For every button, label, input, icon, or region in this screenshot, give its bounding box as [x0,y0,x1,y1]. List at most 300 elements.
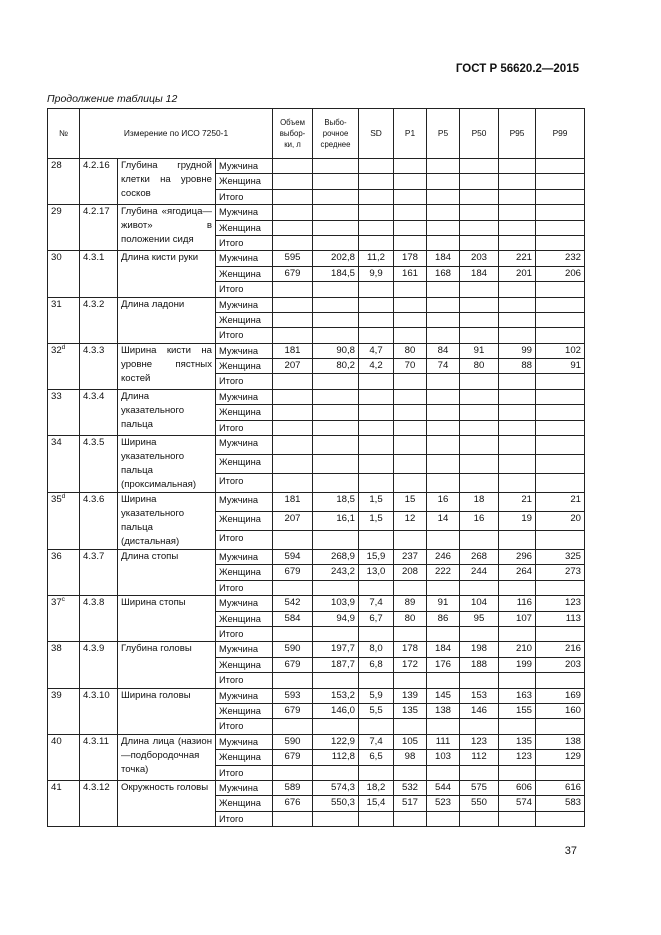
sex-label: Женщина [216,174,273,189]
sample-size: 676 [273,796,313,811]
sd-value [359,626,394,641]
p99-value [536,626,585,641]
iso-code: 4.3.6 [80,493,118,550]
p1-value [394,389,427,404]
measurement-name: Длина ладони [118,297,216,343]
p1-value: 517 [394,796,427,811]
measurement-name: Ширина указательного пальца (проксимальная) [118,436,216,493]
p1-value [394,205,427,220]
p50-value [460,220,499,235]
row-number [48,642,80,688]
col-header-sd: SD [359,109,394,159]
p5-value: 84 [427,343,460,358]
mean-value: 90,8 [313,343,359,358]
p95-value: 201 [499,266,536,281]
p95-value [499,174,536,189]
sample-size [273,580,313,595]
p5-value [427,436,460,455]
sample-size [273,312,313,327]
p99-value [536,580,585,595]
sample-size: 679 [273,703,313,718]
p95-value [499,580,536,595]
sex-label: Мужчина [216,493,273,512]
sd-value [359,374,394,389]
sample-size [273,531,313,550]
sample-size [273,719,313,734]
p99-value [536,282,585,297]
p5-value: 91 [427,596,460,611]
p95-value [499,297,536,312]
p99-value: 232 [536,251,585,266]
p50-value [460,312,499,327]
row-number-text: 36 [51,551,62,563]
p50-value [460,389,499,404]
p99-value [536,174,585,189]
table-header-row [48,109,585,159]
mean-value: 103,9 [313,596,359,611]
p50-value [460,474,499,493]
row-number-text: 28 [51,160,62,171]
p50-value: 550 [460,796,499,811]
sd-value [359,389,394,404]
sd-value: 1,5 [359,512,394,531]
p5-value [427,189,460,204]
mean-value: 18,5 [313,493,359,512]
sample-size [273,389,313,404]
p1-value: 135 [394,703,427,718]
measurement-name: Глубина «ягодица—живот» в положении сидя [118,205,216,251]
p99-value: 206 [536,266,585,281]
mean-value [313,474,359,493]
p5-value [427,673,460,688]
sd-value [359,328,394,343]
iso-code: 4.3.5 [80,436,118,493]
p1-value [394,455,427,474]
sex-label: Женщина [216,657,273,672]
p1-value: 208 [394,565,427,580]
row-number-text: 33 [51,390,62,402]
p95-value: 264 [499,565,536,580]
p5-value [427,389,460,404]
table-row [48,493,585,512]
sex-label: Итого [216,374,273,389]
p50-value: 244 [460,565,499,580]
p99-value: 138 [536,734,585,749]
p95-value [499,220,536,235]
p95-value: 88 [499,359,536,374]
row-number [48,343,80,389]
p95-value [499,374,536,389]
document-id: ГОСТ Р 56620.2—2015 [455,63,579,75]
p50-value: 80 [460,359,499,374]
sd-value: 11,2 [359,251,394,266]
p95-value: 155 [499,703,536,718]
p50-value: 18 [460,493,499,512]
p1-value [394,719,427,734]
mean-value: 122,9 [313,734,359,749]
p5-value [427,455,460,474]
sd-value: 5,9 [359,688,394,703]
table-row [48,343,585,358]
p5-value [427,531,460,550]
table-row [48,159,585,174]
mean-value [313,312,359,327]
mean-value [313,374,359,389]
sex-label: Женщина [216,359,273,374]
p5-value [427,374,460,389]
sex-label: Итого [216,719,273,734]
sd-value [359,282,394,297]
iso-code: 4.3.11 [80,734,118,780]
p50-value [460,531,499,550]
p99-value: 102 [536,343,585,358]
p1-value [394,474,427,493]
row-number-text: 39 [51,689,62,701]
sd-value [359,455,394,474]
p95-value [499,420,536,435]
p99-value [536,235,585,250]
p50-value: 188 [460,657,499,672]
p50-value [460,580,499,595]
sex-label: Мужчина [216,205,273,220]
p99-value [536,159,585,174]
p95-value [499,159,536,174]
mean-value [313,719,359,734]
row-number [48,436,80,493]
p5-value: 523 [427,796,460,811]
p5-value [427,205,460,220]
sample-size [273,405,313,420]
sample-size [273,297,313,312]
iso-code: 4.3.4 [80,389,118,435]
iso-code: 4.2.16 [80,159,118,205]
mean-value: 146,0 [313,703,359,718]
sd-value: 15,9 [359,550,394,565]
p5-value: 86 [427,611,460,626]
sample-size: 679 [273,657,313,672]
footnote-marker: d [61,493,66,501]
p1-value: 178 [394,251,427,266]
col-header-mean: Выбо-рочное среднее [313,109,359,159]
p50-value [460,189,499,204]
sex-label: Мужчина [216,297,273,312]
p5-value: 184 [427,251,460,266]
sample-size [273,374,313,389]
table-row [48,550,585,565]
p5-value [427,312,460,327]
p1-value [394,328,427,343]
p1-value: 172 [394,657,427,672]
mean-value: 268,9 [313,550,359,565]
row-number [48,251,80,297]
p95-value [499,531,536,550]
mean-value: 187,7 [313,657,359,672]
sd-value: 15,4 [359,796,394,811]
table-row [48,297,585,312]
table-row [48,389,585,404]
sd-value: 7,4 [359,596,394,611]
p5-value: 246 [427,550,460,565]
sd-value: 8,0 [359,642,394,657]
p5-value [427,282,460,297]
mean-value: 197,7 [313,642,359,657]
row-number-text: 41 [51,781,62,793]
measurement-name: Ширина указательного пальца (дистальная) [118,493,216,550]
p99-value: 123 [536,596,585,611]
table-row [48,642,585,657]
mean-value [313,389,359,404]
p5-value [427,420,460,435]
p99-value: 129 [536,750,585,765]
sex-label: Мужчина [216,159,273,174]
measurement-name: Глубина грудной клетки на уровне сосков [118,159,216,205]
sd-value [359,312,394,327]
p95-value [499,719,536,734]
measurement-name: Длина лица (назион—подбородочная точка) [118,734,216,780]
sample-size [273,159,313,174]
measurement-name: Длина указательного пальца [118,389,216,435]
p5-value [427,159,460,174]
p99-value: 160 [536,703,585,718]
p95-value [499,282,536,297]
sd-value [359,420,394,435]
p5-value: 168 [427,266,460,281]
sex-label: Женщина [216,703,273,718]
p95-value [499,405,536,420]
sex-label: Итого [216,189,273,204]
sample-size: 589 [273,780,313,795]
sd-value [359,174,394,189]
p5-value [427,220,460,235]
row-number [48,389,80,435]
sex-label: Мужчина [216,780,273,795]
p1-value [394,580,427,595]
sample-size [273,235,313,250]
row-number-text: 29 [51,206,62,218]
p95-value [499,474,536,493]
measurements-table [47,108,585,827]
p99-value [536,474,585,493]
p99-value [536,436,585,455]
p5-value: 544 [427,780,460,795]
mean-value: 94,9 [313,611,359,626]
p99-value [536,405,585,420]
iso-code: 4.3.7 [80,550,118,596]
sd-value [359,765,394,780]
p1-value: 161 [394,266,427,281]
p99-value [536,328,585,343]
mean-value [313,205,359,220]
sex-label: Итого [216,328,273,343]
p99-value [536,455,585,474]
p99-value: 216 [536,642,585,657]
row-number [48,550,80,596]
p95-value: 123 [499,750,536,765]
p1-value [394,297,427,312]
p95-value [499,765,536,780]
p50-value: 575 [460,780,499,795]
p1-value [394,436,427,455]
sex-label: Мужчина [216,688,273,703]
p95-value: 116 [499,596,536,611]
p50-value: 203 [460,251,499,266]
iso-code: 4.3.3 [80,343,118,389]
mean-value [313,405,359,420]
p99-value [536,389,585,404]
table-caption: Продолжение таблицы 12 [47,93,178,105]
p99-value: 20 [536,512,585,531]
measurement-name: Длина кисти руки [118,251,216,297]
p99-value [536,312,585,327]
p99-value: 583 [536,796,585,811]
sd-value [359,405,394,420]
p50-value: 184 [460,266,499,281]
measurement-name: Окружность головы [118,780,216,826]
p50-value: 146 [460,703,499,718]
iso-code: 4.3.10 [80,688,118,734]
sex-label: Женщина [216,512,273,531]
table-row [48,596,585,611]
p50-value [460,405,499,420]
p5-value: 176 [427,657,460,672]
p99-value: 203 [536,657,585,672]
sex-label: Женщина [216,405,273,420]
p50-value [460,455,499,474]
p99-value: 113 [536,611,585,626]
p95-value [499,626,536,641]
mean-value: 153,2 [313,688,359,703]
p5-value [427,235,460,250]
mean-value [313,189,359,204]
p99-value [536,420,585,435]
table-row [48,780,585,795]
p95-value [499,455,536,474]
sample-size: 594 [273,550,313,565]
sample-size [273,205,313,220]
sex-label: Мужчина [216,734,273,749]
mean-value: 243,2 [313,565,359,580]
p50-value [460,282,499,297]
sample-size: 590 [273,642,313,657]
p95-value [499,328,536,343]
footnote-marker: c [61,596,65,604]
p99-value: 91 [536,359,585,374]
sample-size [273,436,313,455]
mean-value: 184,5 [313,266,359,281]
sd-value: 6,7 [359,611,394,626]
p1-value [394,673,427,688]
p1-value [394,374,427,389]
p5-value: 184 [427,642,460,657]
p1-value [394,220,427,235]
row-number-text: 35 [51,494,62,506]
p99-value: 273 [536,565,585,580]
p1-value [394,282,427,297]
p50-value [460,673,499,688]
iso-code: 4.3.2 [80,297,118,343]
p50-value [460,719,499,734]
row-number [48,159,80,205]
sex-label: Итого [216,673,273,688]
p95-value [499,312,536,327]
page-number: 37 [564,845,577,857]
p1-value [394,312,427,327]
p95-value: 296 [499,550,536,565]
table-row [48,734,585,749]
p5-value [427,328,460,343]
p99-value [536,811,585,826]
p95-value: 99 [499,343,536,358]
p1-value: 178 [394,642,427,657]
p95-value [499,673,536,688]
p50-value [460,811,499,826]
sex-label: Женщина [216,750,273,765]
p5-value [427,765,460,780]
sex-label: Итого [216,282,273,297]
p5-value: 111 [427,734,460,749]
iso-code: 4.3.9 [80,642,118,688]
p99-value [536,374,585,389]
mean-value [313,580,359,595]
p1-value [394,765,427,780]
p1-value: 139 [394,688,427,703]
p95-value: 107 [499,611,536,626]
p95-value: 606 [499,780,536,795]
iso-code: 4.2.17 [80,205,118,251]
p50-value [460,765,499,780]
row-number-text: 37 [51,597,62,609]
mean-value [313,765,359,780]
p50-value [460,420,499,435]
sd-value: 7,4 [359,734,394,749]
sex-label: Женщина [216,312,273,327]
p99-value [536,189,585,204]
p50-value: 91 [460,343,499,358]
table-body [48,159,585,827]
p5-value [427,174,460,189]
measurement-name: Ширина головы [118,688,216,734]
sample-size [273,455,313,474]
p1-value: 98 [394,750,427,765]
footnote-marker: d [61,343,66,351]
p5-value: 74 [427,359,460,374]
p50-value [460,174,499,189]
mean-value [313,436,359,455]
p1-value: 70 [394,359,427,374]
p99-value [536,220,585,235]
sex-label: Женщина [216,611,273,626]
p1-value [394,626,427,641]
p5-value: 14 [427,512,460,531]
sd-value [359,673,394,688]
sample-size [273,673,313,688]
mean-value: 550,3 [313,796,359,811]
sd-value: 6,5 [359,750,394,765]
mean-value [313,455,359,474]
p5-value [427,719,460,734]
p50-value [460,235,499,250]
p50-value: 123 [460,734,499,749]
sd-value [359,189,394,204]
sex-label: Женщина [216,455,273,474]
mean-value [313,811,359,826]
p1-value [394,189,427,204]
sd-value: 9,9 [359,266,394,281]
row-number-text: 34 [51,437,62,449]
row-number-text: 40 [51,735,62,747]
mean-value [313,235,359,250]
p5-value: 103 [427,750,460,765]
